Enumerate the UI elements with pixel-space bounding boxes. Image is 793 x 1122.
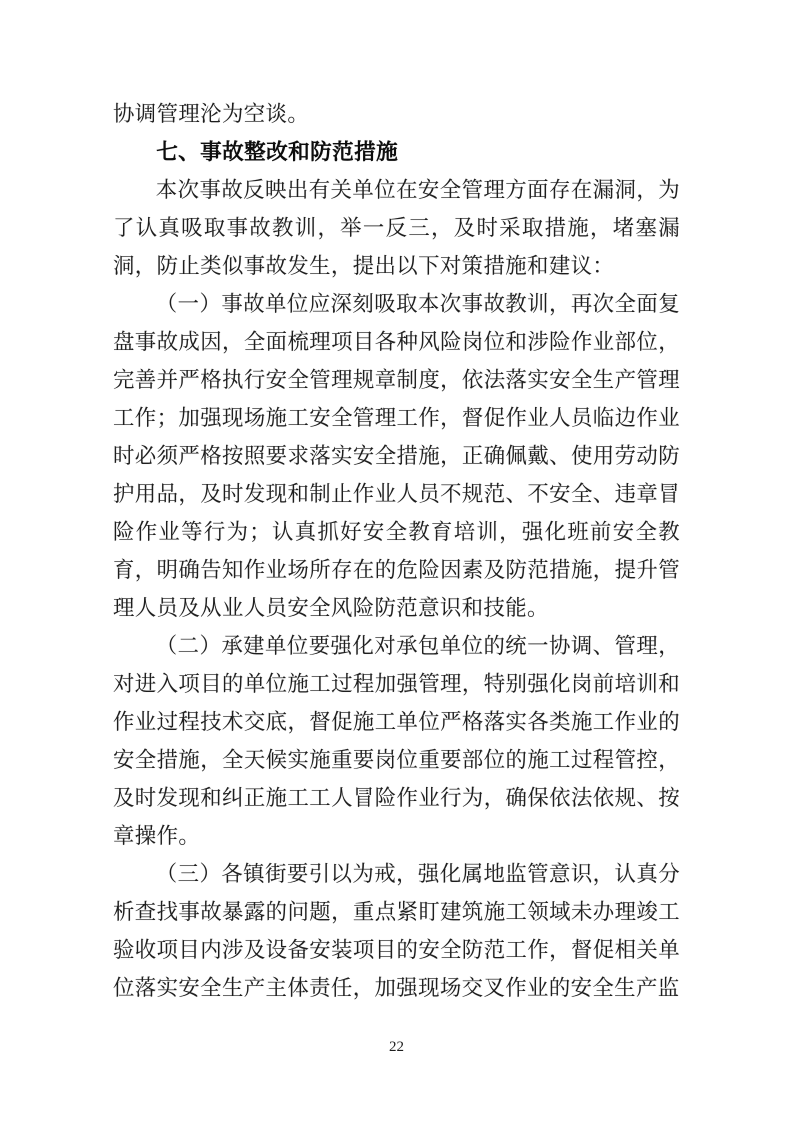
paragraph-measure-2: （二）承建单位要强化对承包单位的统一协调、管理，对进入项目的单位施工过程加强管理，特别强化岗前培训和作业过程技术交底，督促施工单位严格落实各类施工作业的安全措施，全天候实施重要岗位重要部位的施工过程管控，及时发现和纠正施工工人冒险作业行为，确保依法依规、按章操作。 xyxy=(113,634,680,848)
document-body xyxy=(113,95,680,1007)
paragraph-measure-1: （一）事故单位应深刻吸取本次事故教训，再次全面复盘事故成因，全面梳理项目各种风险岗位和涉险作业部位，完善并严格执行安全管理规章制度，依法落实安全生产管理工作；加强现场施工安全管理工作，督促作业人员临边作业时必须严格按照要求落实安全措施，正确佩戴、使用劳动防护用品，及时发现和制止作业人员不规范、不安全、违章冒险作业等行为；认真抓好安全教育培训，强化班前安全教育，明确告知作业场所存在的危险因素及防范措施，提升管理人员及从业人员安全风险防范意识和技能。 xyxy=(113,292,680,620)
paragraph-measure-3: （三）各镇街要引以为戒，强化属地监管意识，认真分析查找事故暴露的问题，重点紧盯建筑施工领域未办理竣工验收项目内涉及设备安装项目的安全防范工作，督促相关单位落实安全生产主体责任，加强现场交叉作业的安全生产监 xyxy=(113,862,680,1000)
page-number: 22 xyxy=(389,1039,404,1055)
section-heading: 七、事故整改和防范措施 xyxy=(156,139,399,164)
paragraph-intro: 本次事故反映出有关单位在安全管理方面存在漏洞，为了认真吸取事故教训，举一反三，及时采取措施，堵塞漏洞，防止类似事故发生，提出以下对策措施和建议： xyxy=(113,178,680,278)
paragraph-continuation: 协调管理沦为空谈。 xyxy=(113,102,310,126)
